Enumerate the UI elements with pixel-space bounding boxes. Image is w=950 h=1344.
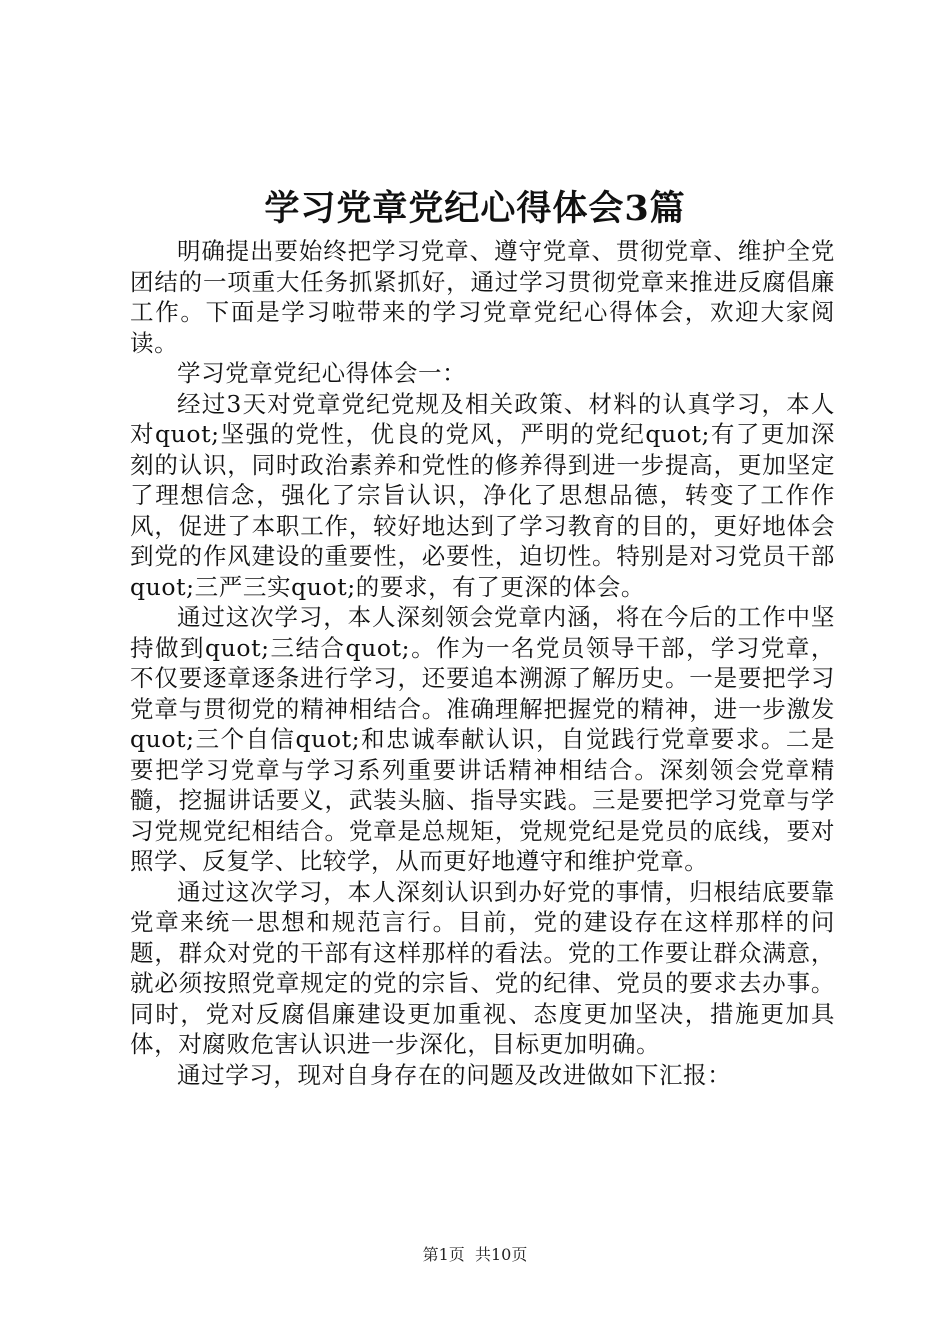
page-total: 共10页: [474, 1245, 528, 1264]
page-number: 第1页: [422, 1245, 465, 1264]
paragraph: 通过学习，现对自身存在的问题及改进做如下汇报：: [177, 1060, 732, 1089]
paragraph: 通过这次学习，本人深刻认识到办好党的事情，归根结底要靠党章来统一思想和规范言行。目前，党的建设存在这样那样的问题，群众对党的干部有这样那样的看法。党的工作要让群众满意，就必须按照党章规定的党的宗旨、党的纪律、党员的要求去办事。同时，党对反腐倡廉建设更加重视、态度更加坚决，措施更加具体，对腐败危害认识进一步深化，目标更加明确。: [130, 877, 835, 1058]
paragraph-intro: 明确提出要始终把学习党章、遵守党章、贯彻党章、维护全党团结的一项重大任务抓紧抓好，通过学习贯彻党章来推进反腐倡廉工作。下面是学习啦带来的学习党章党纪心得体会，欢迎大家阅读。: [130, 237, 835, 357]
paragraph: 经过3天对党章党纪党规及相关政策、材料的认真学习，本人对quot;坚强的党性，优良的党风，严明的党纪quot;有了更加深刻的认识，同时政治素养和党性的修养得到进一步提高，更加坚定了理想信念，强化了宗旨认识，净化了思想品德，转变了工作作风，促进了本职工作，较好地达到了学习教育的目的，更好地体会到党的作风建设的重要性，必要性，迫切性。特别是对习党员干部quot;三严三实quot;的要求，有了更深的体会。: [130, 389, 835, 601]
document-body: [130, 236, 835, 1090]
section-heading: 学习党章党纪心得体会一：: [177, 359, 467, 387]
document-title: 学习党章党纪心得体会3篇: [264, 188, 686, 229]
paragraph: 通过这次学习，本人深刻领会党章内涵，将在今后的工作中坚持做到quot;三结合quot;。作为一名党员领导干部，学习党章，不仅要逐章逐条进行学习，还要追本溯源了解历史。一是要把学习党章与贯彻党的精神相结合。准确理解把握党的精神，进一步激发quot;三个自信quot;和忠诚奉献认识，自觉践行党章要求。二是要把学习党章与学习系列重要讲话精神相结合。深刻领会党章精髓，挖掘讲话要义，武装头脑、指导实践。三是要把学习党章与学习党规党纪相结合。党章是总规矩，党规党纪是党员的底线，要对照学、反复学、比较学，从而更好地遵守和维护党章。: [130, 603, 835, 875]
page-footer: [0, 1244, 950, 1266]
